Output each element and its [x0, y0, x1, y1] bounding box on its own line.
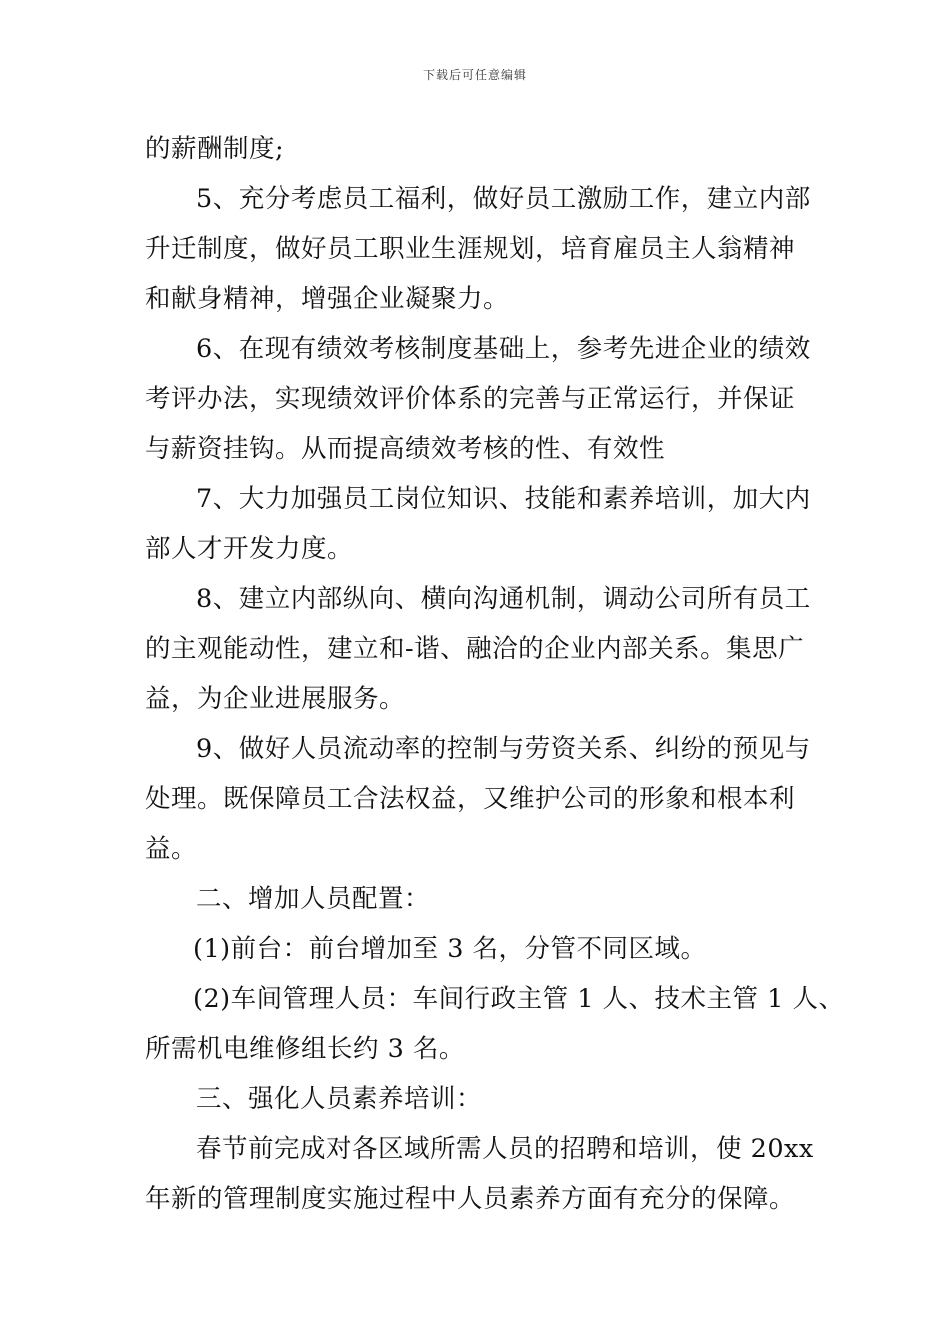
paragraph-line: 年新的管理制度实施过程中人员素养方面有充分的保障。 — [145, 1184, 796, 1214]
paragraph-line: 8、建立内部纵向、横向沟通机制，调动公司所有员工 — [196, 584, 811, 614]
paragraph-line: 升迁制度，做好员工职业生涯规划，培育雇员主人翁精神 — [145, 234, 796, 264]
paragraph-line: 考评办法，实现绩效评价体系的完善与正常运行，并保证 — [145, 384, 796, 414]
paragraph-line: 益，为企业进展服务。 — [145, 684, 406, 714]
page-header-note: 下载后可任意编辑 — [422, 68, 527, 82]
paragraph-line: 5、充分考虑员工福利，做好员工激励工作，建立内部 — [196, 184, 811, 214]
section-heading: 三、强化人员素养培训： — [196, 1084, 483, 1114]
paragraph-line: 部人才开发力度。 — [145, 534, 354, 564]
paragraph-line: 7、大力加强员工岗位知识、技能和素养培训，加大内 — [196, 484, 811, 514]
paragraph-line: 的薪酬制度; — [145, 134, 285, 164]
paragraph-line: 与薪资挂钩。从而提高绩效考核的性、有效性 — [145, 434, 666, 464]
paragraph-line: 所需机电维修组长约 3 名。 — [145, 1034, 465, 1064]
section-heading: 二、增加人员配置： — [196, 884, 431, 914]
paragraph-line: (1)前台：前台增加至 3 名，分管不同区域。 — [193, 934, 707, 964]
paragraph-line: 9、做好人员流动率的控制与劳资关系、纠纷的预见与 — [196, 734, 811, 764]
paragraph-line: (2)车间管理人员：车间行政主管 1 人、技术主管 1 人、 — [193, 984, 845, 1014]
paragraph-line: 的主观能动性，建立和-谐、融洽的企业内部关系。集思广 — [145, 634, 805, 664]
paragraph-line: 春节前完成对各区域所需人员的招聘和培训，使 20xx — [196, 1134, 814, 1164]
paragraph-line: 和献身精神，增强企业凝聚力。 — [145, 284, 510, 314]
document-body — [145, 124, 845, 1224]
paragraph-line: 6、在现有绩效考核制度基础上，参考先进企业的绩效 — [196, 334, 811, 364]
paragraph-line: 处理。既保障员工合法权益，又维护公司的形象和根本利 — [145, 784, 796, 814]
paragraph-line: 益。 — [145, 834, 198, 864]
